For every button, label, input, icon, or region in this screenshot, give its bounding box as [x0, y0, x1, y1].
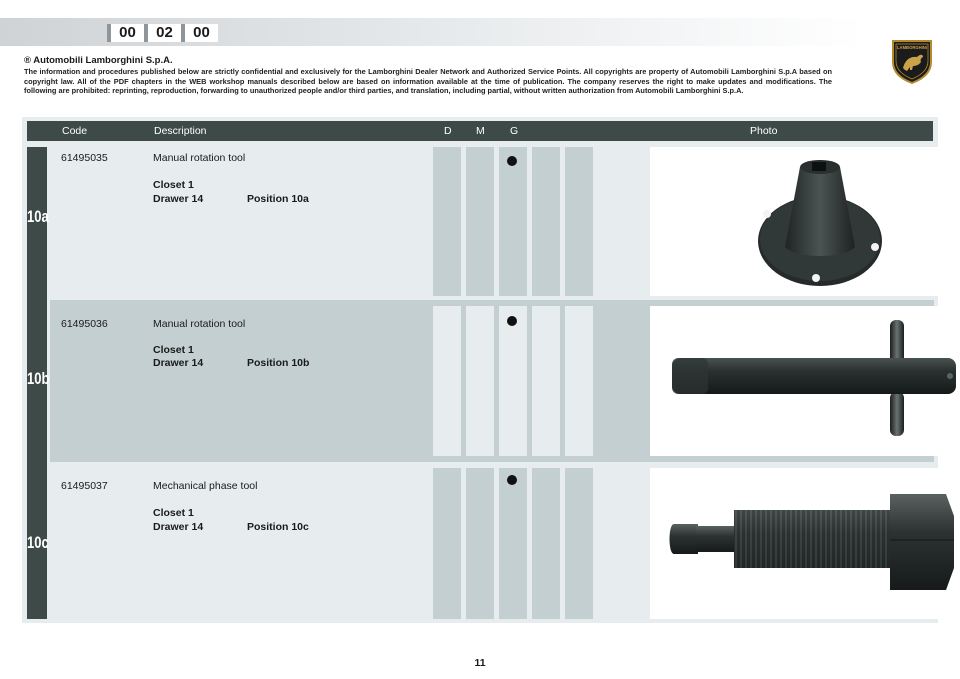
lamborghini-logo-icon: [890, 38, 934, 84]
table-header: [27, 121, 933, 141]
tool-description: Manual rotation tool: [153, 152, 246, 164]
tool-photo: [650, 468, 960, 619]
column-header-photo: Photo: [750, 125, 778, 137]
section-number-1: 00: [111, 24, 144, 42]
column-cell-g: [532, 147, 560, 296]
table-row: [50, 300, 934, 462]
column-header-d: D: [444, 125, 452, 137]
row-label: 10b: [27, 369, 50, 388]
column-cell: [433, 147, 461, 296]
column-cell: [565, 306, 593, 456]
column-cell-d: [466, 468, 494, 619]
rotation-tool-image: [650, 147, 960, 296]
company-name: ® Automobili Lamborghini S.p.A.: [24, 55, 173, 66]
column-cell-d: [466, 147, 494, 296]
tool-closet: Closet 1: [153, 507, 194, 519]
page-number: 11: [474, 657, 486, 669]
column-cell: [433, 306, 461, 456]
section-number-3: 00: [185, 24, 218, 42]
tool-drawer: Drawer 14: [153, 357, 204, 369]
column-cell-m: [499, 468, 527, 619]
column-cell-g: [532, 468, 560, 619]
column-cell-m: [499, 306, 527, 456]
tool-photo: [650, 147, 960, 296]
table-row: [50, 462, 934, 619]
row-label: 10c: [27, 533, 49, 552]
tool-closet: Closet 1: [153, 179, 194, 191]
column-cell: [565, 468, 593, 619]
logo-text: LAMBORGHINI: [896, 45, 928, 50]
marker-dot: [507, 156, 517, 166]
tool-drawer: Drawer 14: [153, 193, 204, 205]
row-label: 10a: [27, 207, 49, 226]
column-cell-d: [466, 306, 494, 456]
legal-notice: The information and procedures published below are strictly confidential and exclusively for the Lamborghini Dealer Network and Authorized Service Points. All copyrights are property of Automobili Lamborghini S.p.A based on copyright law. All of the PDF chapters in the WEB workshop manuals described below are based on information available at the time of publication. The company reserves the right to make updates and modifications. The following are prohibited: reprinting, reproduction, forwarding to unauthorized people and/or third parties, and translation, including partial, without written authorization from Automobili Lamborghini S.p.A.: [24, 67, 832, 96]
column-cell-g: [532, 306, 560, 456]
marker-dot: [507, 316, 517, 326]
tool-description: Manual rotation tool: [153, 318, 246, 330]
tool-photo: [650, 306, 960, 456]
column-cell-m: [499, 147, 527, 296]
rotation-bar-image: [650, 306, 960, 456]
tool-code: 61495037: [61, 480, 108, 492]
table-row: [50, 143, 934, 300]
section-number-2: 02: [148, 24, 181, 42]
tool-drawer: Drawer 14: [153, 521, 204, 533]
column-header-g: G: [510, 125, 519, 137]
column-header-m: M: [476, 125, 485, 137]
column-cell: [565, 147, 593, 296]
tool-code: 61495035: [61, 152, 108, 164]
marker-dot: [507, 475, 517, 485]
column-header-code: Code: [62, 125, 88, 137]
tool-position: Position 10b: [247, 357, 310, 369]
tool-description: Mechanical phase tool: [153, 480, 258, 492]
column-header-description: Description: [154, 125, 207, 137]
column-cell: [433, 468, 461, 619]
tool-closet: Closet 1: [153, 344, 194, 356]
phase-tool-image: [650, 468, 960, 619]
tool-position: Position 10a: [247, 193, 309, 205]
tool-code: 61495036: [61, 318, 108, 330]
tool-position: Position 10c: [247, 521, 309, 533]
